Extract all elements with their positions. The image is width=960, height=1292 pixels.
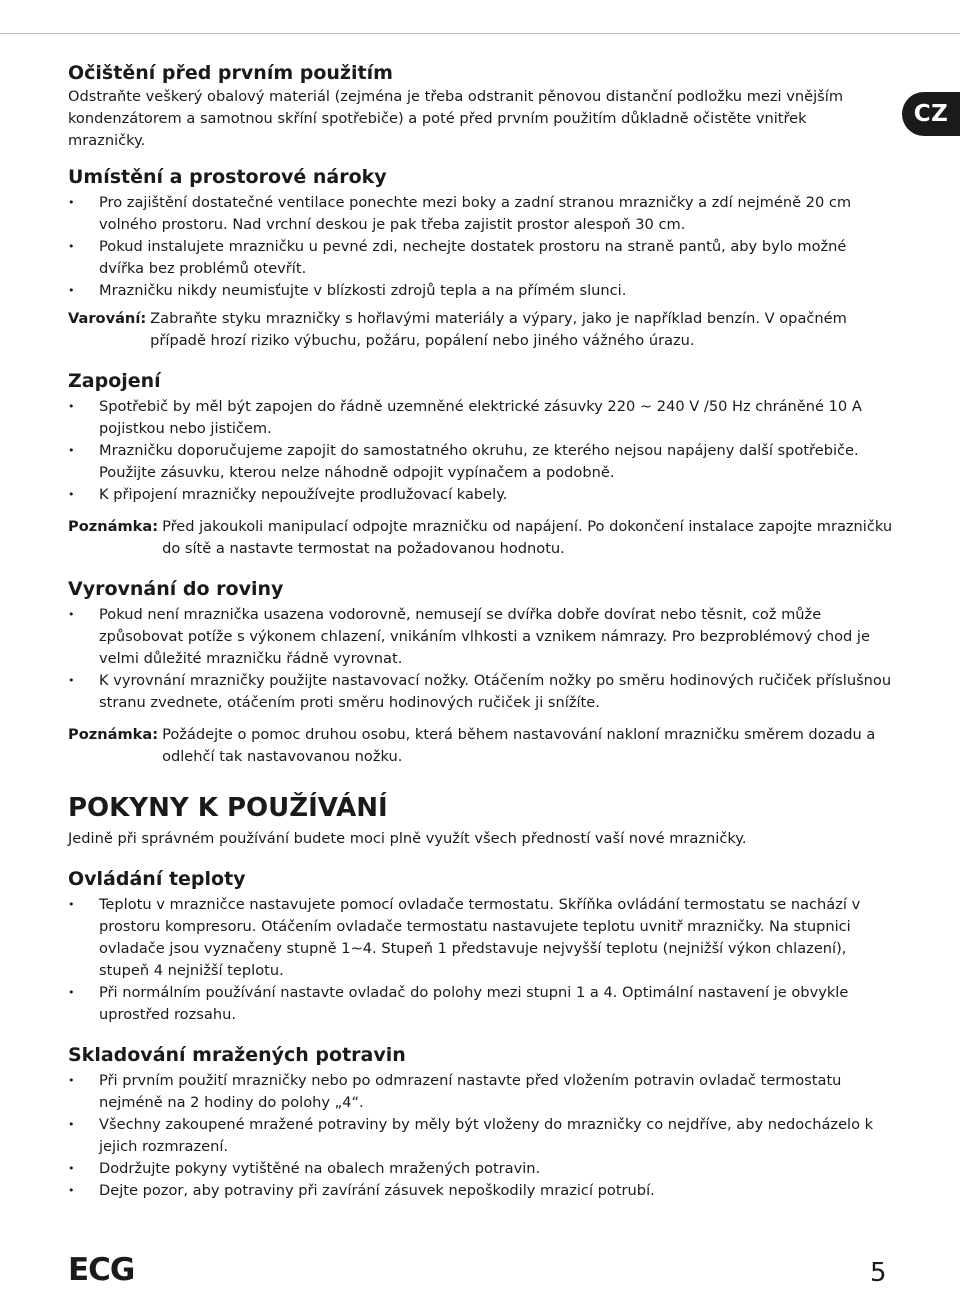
list-item: • Pokud není mraznička usazena vodorovně, nemusejí se dvířka dobře dovírat nebo těsnit, což může způsobovat potíže s výkonem chlazení, vnikáním vlhkosti a vznikem námrazy. Pro bezproblémový chod je velmi důležité mrazničku řádně vyrovnat.	[68, 604, 894, 670]
section-title-connection: Zapojení	[68, 370, 161, 392]
list-item: • Dodržujte pokyny vytištěné na obalech mražených potravin.	[68, 1158, 894, 1180]
list-item: • Dejte pozor, aby potraviny při zavírání zásuvek nepoškodily mrazicí potrubí.	[68, 1180, 894, 1202]
section-title-storage: Skladování mražených potravin	[68, 1044, 406, 1066]
warning-note	[68, 308, 894, 352]
connection-list	[68, 396, 894, 506]
list-item: • Pro zajištění dostatečné ventilace ponechte mezi boky a zadní stranou mrazničky a zdí nejméně 20 cm volného prostoru. Nad vrchní deskou je pak třeba zajistit prostor alespoň 30 cm.	[68, 192, 894, 236]
list-item: • Pokud instalujete mrazničku u pevné zdi, nechejte dostatek prostoru na straně pantů, aby bylo možné dvířka bez problémů otevřít.	[68, 236, 894, 280]
list-item: • K vyrovnání mrazničky použijte nastavovací nožky. Otáčením nožky po směru hodinových ručiček příslušnou stranu zvednete, otáčením proti směru hodinových ručiček ji snížíte.	[68, 670, 894, 714]
leveling-list	[68, 604, 894, 714]
note-label: Poznámka:	[68, 518, 159, 535]
connection-note	[68, 516, 894, 560]
language-badge: CZ	[902, 92, 960, 136]
warning-label: Varování:	[68, 310, 147, 327]
list-item: • Spotřebič by měl být zapojen do řádně uzemněné elektrické zásuvky 220 ~ 240 V /50 Hz chráněné 10 A pojistkou nebo jističem.	[68, 396, 894, 440]
cleaning-text: Odstraňte veškerý obalový materiál (zejména je třeba odstranit pěnovou distanční podložku mezi vnějším kondenzátorem a samotnou skříní spotřebiče) a poté před prvním použitím důkladně očistěte vnitřek mrazničky.	[68, 88, 844, 149]
section-title-placement: Umístění a prostorové nároky	[68, 166, 387, 188]
list-item: • Všechny zakoupené mražené potraviny by měly být vloženy do mrazničky co nejdříve, aby nedocházelo k jejich rozmrazení.	[68, 1114, 894, 1158]
section-title-temperature: Ovládání teploty	[68, 868, 246, 890]
top-rule	[0, 33, 960, 34]
list-item: • K připojení mrazničky nepoužívejte prodlužovací kabely.	[68, 484, 894, 506]
ecg-logo: ECG	[68, 1252, 135, 1288]
list-item: • Teplotu v mrazničce nastavujete pomocí ovladače termostatu. Skříňka ovládání termostatu se nachází v prostoru kompresoru. Otáčením ovladače termostatu nastavujete teplotu uvnitř mrazničky. Na stupnici ovladače jsou vyznačeny stupně 1~4. Stupeň 1 představuje nejvyšší teplotu (nejnižší výkon chlazení), stupeň 4 nejnižší teplotu.	[68, 894, 894, 982]
list-item: • Při normálním používání nastavte ovladač do polohy mezi stupni 1 a 4. Optimální nastavení je obvykle uprostřed rozsahu.	[68, 982, 894, 1026]
note-label: Poznámka:	[68, 726, 159, 743]
page-number: 5	[870, 1258, 887, 1288]
list-item: • Mrazničku nikdy neumisťujte v blízkosti zdrojů tepla a na přímém slunci.	[68, 280, 894, 302]
warning-text: Zabraňte styku mrazničky s hořlavými materiály a výpary, jako je například benzín. V opačném případě hrozí riziko výbuchu, požáru, popálení nebo jiného vážného úrazu.	[150, 310, 847, 349]
temperature-list	[68, 894, 894, 1026]
chapter-title-usage: POKYNY K POUŽÍVÁNÍ	[68, 793, 388, 823]
leveling-note	[68, 724, 894, 768]
list-item: • Při prvním použití mrazničky nebo po odmrazení nastavte před vložením potravin ovladač termostatu nejméně na 2 hodiny do polohy „4“.	[68, 1070, 894, 1114]
usage-intro: Jedině při správném používání budete moci plně využít všech předností vaší nové mrazničky.	[68, 830, 747, 847]
page-content	[68, 60, 894, 1202]
list-item: • Mrazničku doporučujeme zapojit do samostatného okruhu, ze kterého nejsou napájeny další spotřebiče. Použijte zásuvku, kterou nelze náhodně odpojit vypínačem a podobně.	[68, 440, 894, 484]
placement-list	[68, 192, 894, 302]
note-text: Požádejte o pomoc druhou osobu, která během nastavování nakloní mrazničku směrem dozadu a odlehčí tak nastavovanou nožku.	[162, 726, 876, 765]
storage-list	[68, 1070, 894, 1202]
section-title-cleaning: Očištění před prvním použitím	[68, 62, 393, 84]
note-text: Před jakoukoli manipulací odpojte mrazničku od napájení. Po dokončení instalace zapojte mrazničku do sítě a nastavte termostat na požadovanou hodnotu.	[162, 518, 893, 557]
section-title-leveling: Vyrovnání do roviny	[68, 578, 284, 600]
